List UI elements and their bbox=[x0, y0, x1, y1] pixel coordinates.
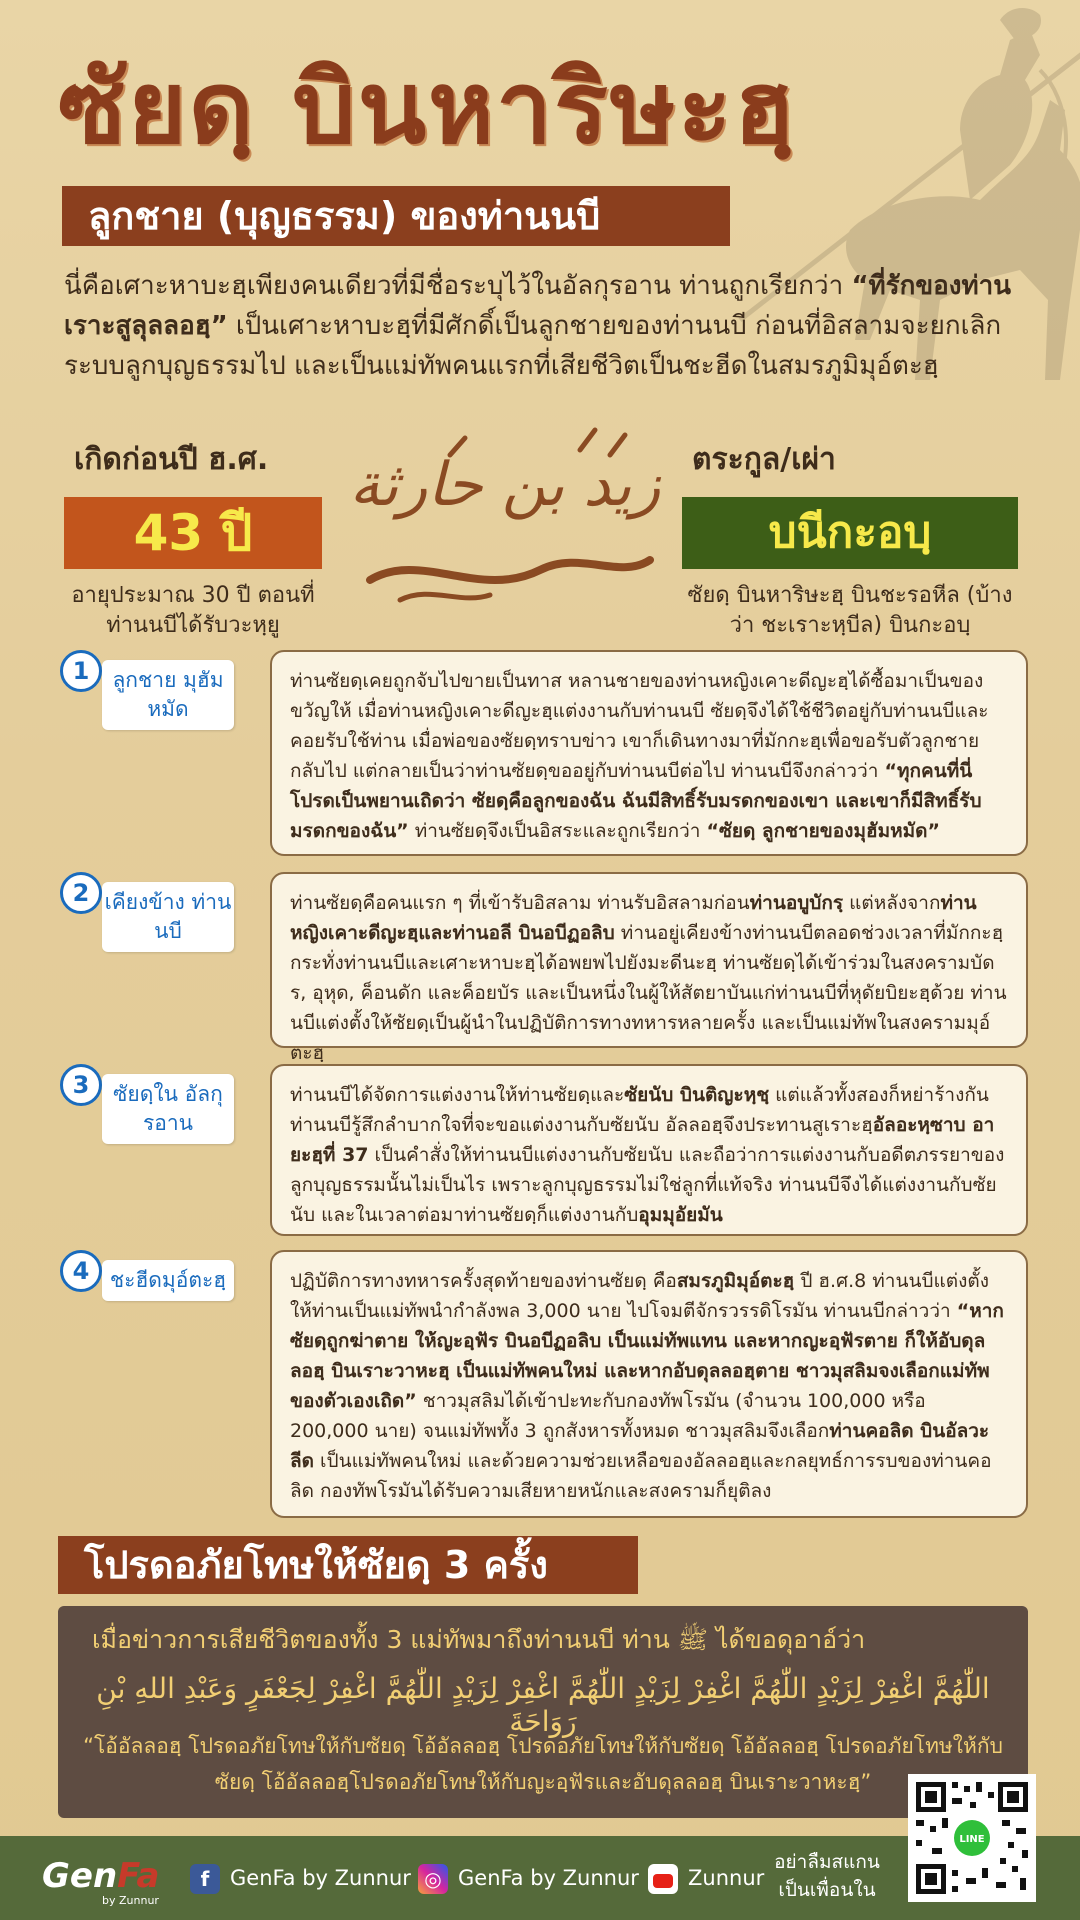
dua-translation: “โอ้อัลลอฮฺ โปรดอภัยโทษให้กับซัยดฺ โอ้อัลลอฮฺ โปรดอภัยโทษให้กับซัยดฺ โอ้อัลลอฮฺ โปรดอภัยโทษให้กับซัยดฺ โอ้อัลลอฮฺโปรดอภัยโทษให้กับญะอฺฟัรและอับดุลลอฮฺ บินเราะวาหะฮฺ” bbox=[83, 1734, 1003, 1794]
tribe-info bbox=[682, 436, 1018, 641]
born-value-badge: 43 ปี bbox=[64, 497, 322, 569]
genfa-logo[interactable] bbox=[42, 1856, 160, 1907]
arabic-calligraphy-zayd-ibn-haritha bbox=[330, 410, 680, 620]
section-bold: อุมมุอัยมัน bbox=[638, 1204, 723, 1226]
section-text: ท่านนบีได้จัดการแต่งงานให้ท่านซัยดฺและ bbox=[290, 1084, 625, 1106]
section-text: ปฏิบัติการทางทหารครั้งสุดท้ายของท่านซัยดฺ คือ bbox=[290, 1270, 677, 1292]
youtube-link[interactable] bbox=[648, 1863, 764, 1894]
section-martyr-mutah bbox=[60, 1250, 1030, 1520]
section-beside-prophet bbox=[60, 872, 1030, 1064]
section-text: ปี ฮ.ศ.8 ท่านนบีแต่งตั้งให้ท่านเป็นแม่ทัพนำกำลังพล 3,000 นาย ไปโจมตีจักรวรรดิโรมัน ท่านนบีกล่าวว่า bbox=[290, 1270, 989, 1322]
scan-note: อย่าลืมสแกน เป็นเพื่อนใน bbox=[774, 1851, 880, 1901]
section-text: ท่านอยู่เคียงข้างท่านนบีตลอดช่วงเวลาที่มักกะฮฺ กระทั่งท่านนบีและเศาะหาบะฮฺได้อพยพไปยังมะดีนะฮฺ ท่านซัยดฺได้เข้าร่วมในสงครามบัดร, อุหุด, ค็อนดัก และค็อยบัร และเป็นหนึ่งในผู้ให้สัตยาบันแก่ท่านนบีที่หุดัยบิยะฮฺด้วย ท่านนบีแต่งตั้งให้ซัยดฺเป็นผู้นำในปฏิบัติการทางทหารหลายครั้ง และเป็นแม่ทัพในสงครามมุอ์ตะฮฺ bbox=[290, 922, 1007, 1064]
section-text-box bbox=[270, 1250, 1028, 1518]
section-text: ท่านซัยดฺเคยถูกจับไปขายเป็นทาส หลานชายของท่านหญิงเคาะดีญะฮฺได้ซื้อมาเป็นของขวัญให้ เมื่อท่านหญิงเคาะดีญะฮฺแต่งงานกับท่านนบี ซัยดฺจึงได้ใช้ชีวิตอยู่กับท่านนบีและคอยรับใช้ท่าน เมื่อพ่อของซัยดฺทราบข่าว เขาก็เดินทางมาที่มักกะฮฺเพื่อขอรับตัวลูกชายกลับไป แต่กลายเป็นว่าท่านซัยดฺขออยู่กับท่านนบีต่อไป ท่านนบีจึงกล่าวว่า bbox=[290, 670, 989, 782]
youtube-icon bbox=[648, 1864, 678, 1894]
section-tag: เคียงข้าง ท่านนบี bbox=[102, 882, 234, 952]
section-tag: ชะฮีดมุอ์ตะฮฺ bbox=[102, 1260, 234, 1301]
page-title: ซัยดฺ บินหาริษะฮฺ bbox=[58, 49, 797, 166]
section-bold: สมรภูมิมุอ์ตะฮฺ bbox=[676, 1270, 795, 1292]
section-text-box bbox=[270, 650, 1028, 856]
intro-paragraph bbox=[64, 266, 1044, 386]
section-text: เป็นแม่ทัพคนใหม่ และด้วยความช่วยเหลือของอัลลอฮฺและกลยุทธ์การรบของท่านคอลิด กองทัพโรมันได้รับความเสียหายหนักและสงครามก็ยุติลง bbox=[290, 1450, 992, 1502]
forgiveness-title-banner: โปรดอภัยโทษให้ซัยดฺ 3 ครั้ง bbox=[58, 1536, 638, 1594]
intro-text-1: นี่คือเศาะหาบะฮฺเพียงคนเดียวที่มีชื่อระบุไว้ในอัลกุรอาน ท่านถูกเรียกว่า bbox=[64, 271, 852, 301]
facebook-link[interactable] bbox=[190, 1863, 411, 1894]
instagram-link[interactable] bbox=[418, 1863, 639, 1894]
section-zayd-in-quran bbox=[60, 1064, 1030, 1236]
section-number: 2 bbox=[60, 872, 102, 914]
section-text: ท่านซัยดฺคือคนแรก ๆ ที่เข้ารับอิสลาม ท่านรับอิสลามก่อน bbox=[290, 892, 750, 914]
section-number: 1 bbox=[60, 650, 102, 692]
tribe-note: ซัยดฺ บินหาริษะฮฺ บินชะรอหีล (บ้างว่า ชะเราะหฺบีล) บินกะอบฺ bbox=[687, 583, 1013, 638]
section-bold: “ซัยดฺ ลูกชายของมุฮัมหมัด” bbox=[706, 820, 940, 842]
dua-arabic: اللّٰهُمَّ اغْفِرْ لِزَيْدٍ اللّٰهُمَّ اغْفِرْ لِزَيْدٍ اللّٰهُمَّ اغْفِرْ لِزَيْدٍ اللّٰهُمَّ اغْفِرْ لِجَعْفَرٍ وَعَبْدِ اللهِ بْنِ رَوَاحَةَ bbox=[96, 1672, 990, 1738]
youtube-label: Zunnur bbox=[688, 1866, 765, 1890]
section-bold: “หากซัยดฺถูกฆ่าตาย ให้ญะอฺฟัร บินอบีฏอลิบ เป็นแม่ทัพแทน และหากญะอฺฟัรตาย ก็ให้อับดุลลอฮฺ บินเราะวาหะฮฺ เป็นแม่ทัพคนใหม่ และหากอับดุลลอฮฺตาย ชาวมุสลิมจงเลือกแม่ทัพของตัวเองเถิด” bbox=[290, 1300, 1004, 1412]
section-text: แต่แล้วทั้งสองก็หย่าร้างกัน ท่านนบีรู้สึกลำบากใจที่จะขอแต่งงานกับซัยนับ อัลลอฮฺจึงประทานสูเราะฮฺ bbox=[290, 1084, 989, 1136]
tribe-label: ตระกูล/เผ่า bbox=[692, 442, 836, 477]
facebook-icon: f bbox=[190, 1864, 220, 1894]
dua-intro: เมื่อข่าวการเสียชีวิตของทั้ง 3 แม่ทัพมาถึงท่านนบี ท่าน ﷺ ได้ขอดุอาอ์ว่า bbox=[92, 1625, 866, 1654]
section-number: 3 bbox=[60, 1064, 102, 1106]
dua-box bbox=[58, 1606, 1028, 1818]
logo-by: by Zunnur bbox=[102, 1894, 159, 1907]
calligraphy-text: زيد بن حارثة bbox=[349, 450, 661, 520]
instagram-icon: ◎ bbox=[418, 1864, 448, 1894]
logo-main: Gen bbox=[42, 1856, 118, 1896]
section-tag: ซัยดฺใน อัลกุรอาน bbox=[102, 1074, 234, 1144]
section-text-box bbox=[270, 1064, 1028, 1236]
section-text: ชาวมุสลิมได้เข้าปะทะกับกองทัพโรมัน (จำนวน 100,000 หรือ 200,000 นาย) จนแม่ทัพทั้ง 3 ถูกสังหารทั้งหมด ชาวมุสลิมจึงเลือก bbox=[290, 1390, 926, 1442]
born-info bbox=[64, 436, 322, 641]
section-bold: ท่านคอลิด บินอัลวะลีด bbox=[290, 1420, 990, 1472]
qr-line-badge: LINE bbox=[959, 1834, 985, 1845]
intro-text-2: เป็นเศาะหาบะฮฺที่มีศักดิ์เป็นลูกชายของท่านนบี ก่อนที่อิสลามจะยกเลิกระบบลูกบุญธรรมไป และเป็นแม่ทัพคนแรกที่เสียชีวิตเป็นชะฮีดในสมรภูมิมุอ์ตะฮฺ bbox=[64, 311, 1002, 381]
section-text-box bbox=[270, 872, 1028, 1064]
section-tag: ลูกชาย มุฮัมหมัด bbox=[102, 660, 234, 730]
section-text: แต่หลังจาก bbox=[843, 892, 941, 914]
instagram-label: GenFa by Zunnur bbox=[458, 1866, 639, 1890]
section-bold: ท่านอบูบักรฺ bbox=[749, 892, 844, 914]
section-bold: “ทุกคนที่นี่โปรดเป็นพยานเถิดว่า ซัยดฺคือลูกของฉัน ฉันมีสิทธิ์รับมรดกของเขา และเขาก็มีสิทธิ์รับมรดกของฉัน” bbox=[290, 760, 982, 842]
section-text: ท่านซัยดฺจึงเป็นอิสระและถูกเรียกว่า bbox=[408, 820, 707, 842]
born-note: อายุประมาณ 30 ปี ตอนที่ท่านนบีได้รับวะหฺยู bbox=[71, 583, 315, 638]
born-label: เกิดก่อนปี ฮ.ศ. bbox=[74, 442, 269, 477]
facebook-label: GenFa by Zunnur bbox=[230, 1866, 411, 1890]
section-text: เป็นคำสั่งให้ท่านนบีแต่งงานกับซัยนับ และถือว่าการแต่งงานกับอดีตภรรยาของลูกบุญธรรมนั้นไม่เป็นไร เพราะลูกบุญธรรมไม่ใช่ลูกที่แท้จริง ท่านนบีจึงได้แต่งงานกับซัยนับ และในเวลาต่อมาท่านซัยดฺก็แต่งงานกับ bbox=[290, 1144, 1005, 1226]
section-adopted-son bbox=[60, 650, 1030, 858]
subtitle-banner: ลูกชาย (บุญธรรม) ของท่านนบี bbox=[62, 186, 730, 246]
section-bold: อัลอะหฺซาบ อายะฮฺที่ 37 bbox=[290, 1114, 995, 1166]
section-bold: ซัยนับ บินติญะหฺชฺ bbox=[624, 1084, 770, 1106]
line-qr-code-icon[interactable] bbox=[908, 1774, 1036, 1902]
intro-highlight: “ที่รักของท่านเราะสูลุลลอฮฺ” bbox=[64, 271, 1011, 341]
section-number: 4 bbox=[60, 1250, 102, 1292]
logo-accent: Fa bbox=[117, 1856, 160, 1896]
tribe-value-badge: บนีกะอบฺ bbox=[682, 497, 1018, 569]
section-bold: ท่านหญิงเคาะดีญะฮฺและท่านอลี บินอบีฏอลิบ bbox=[290, 892, 977, 944]
